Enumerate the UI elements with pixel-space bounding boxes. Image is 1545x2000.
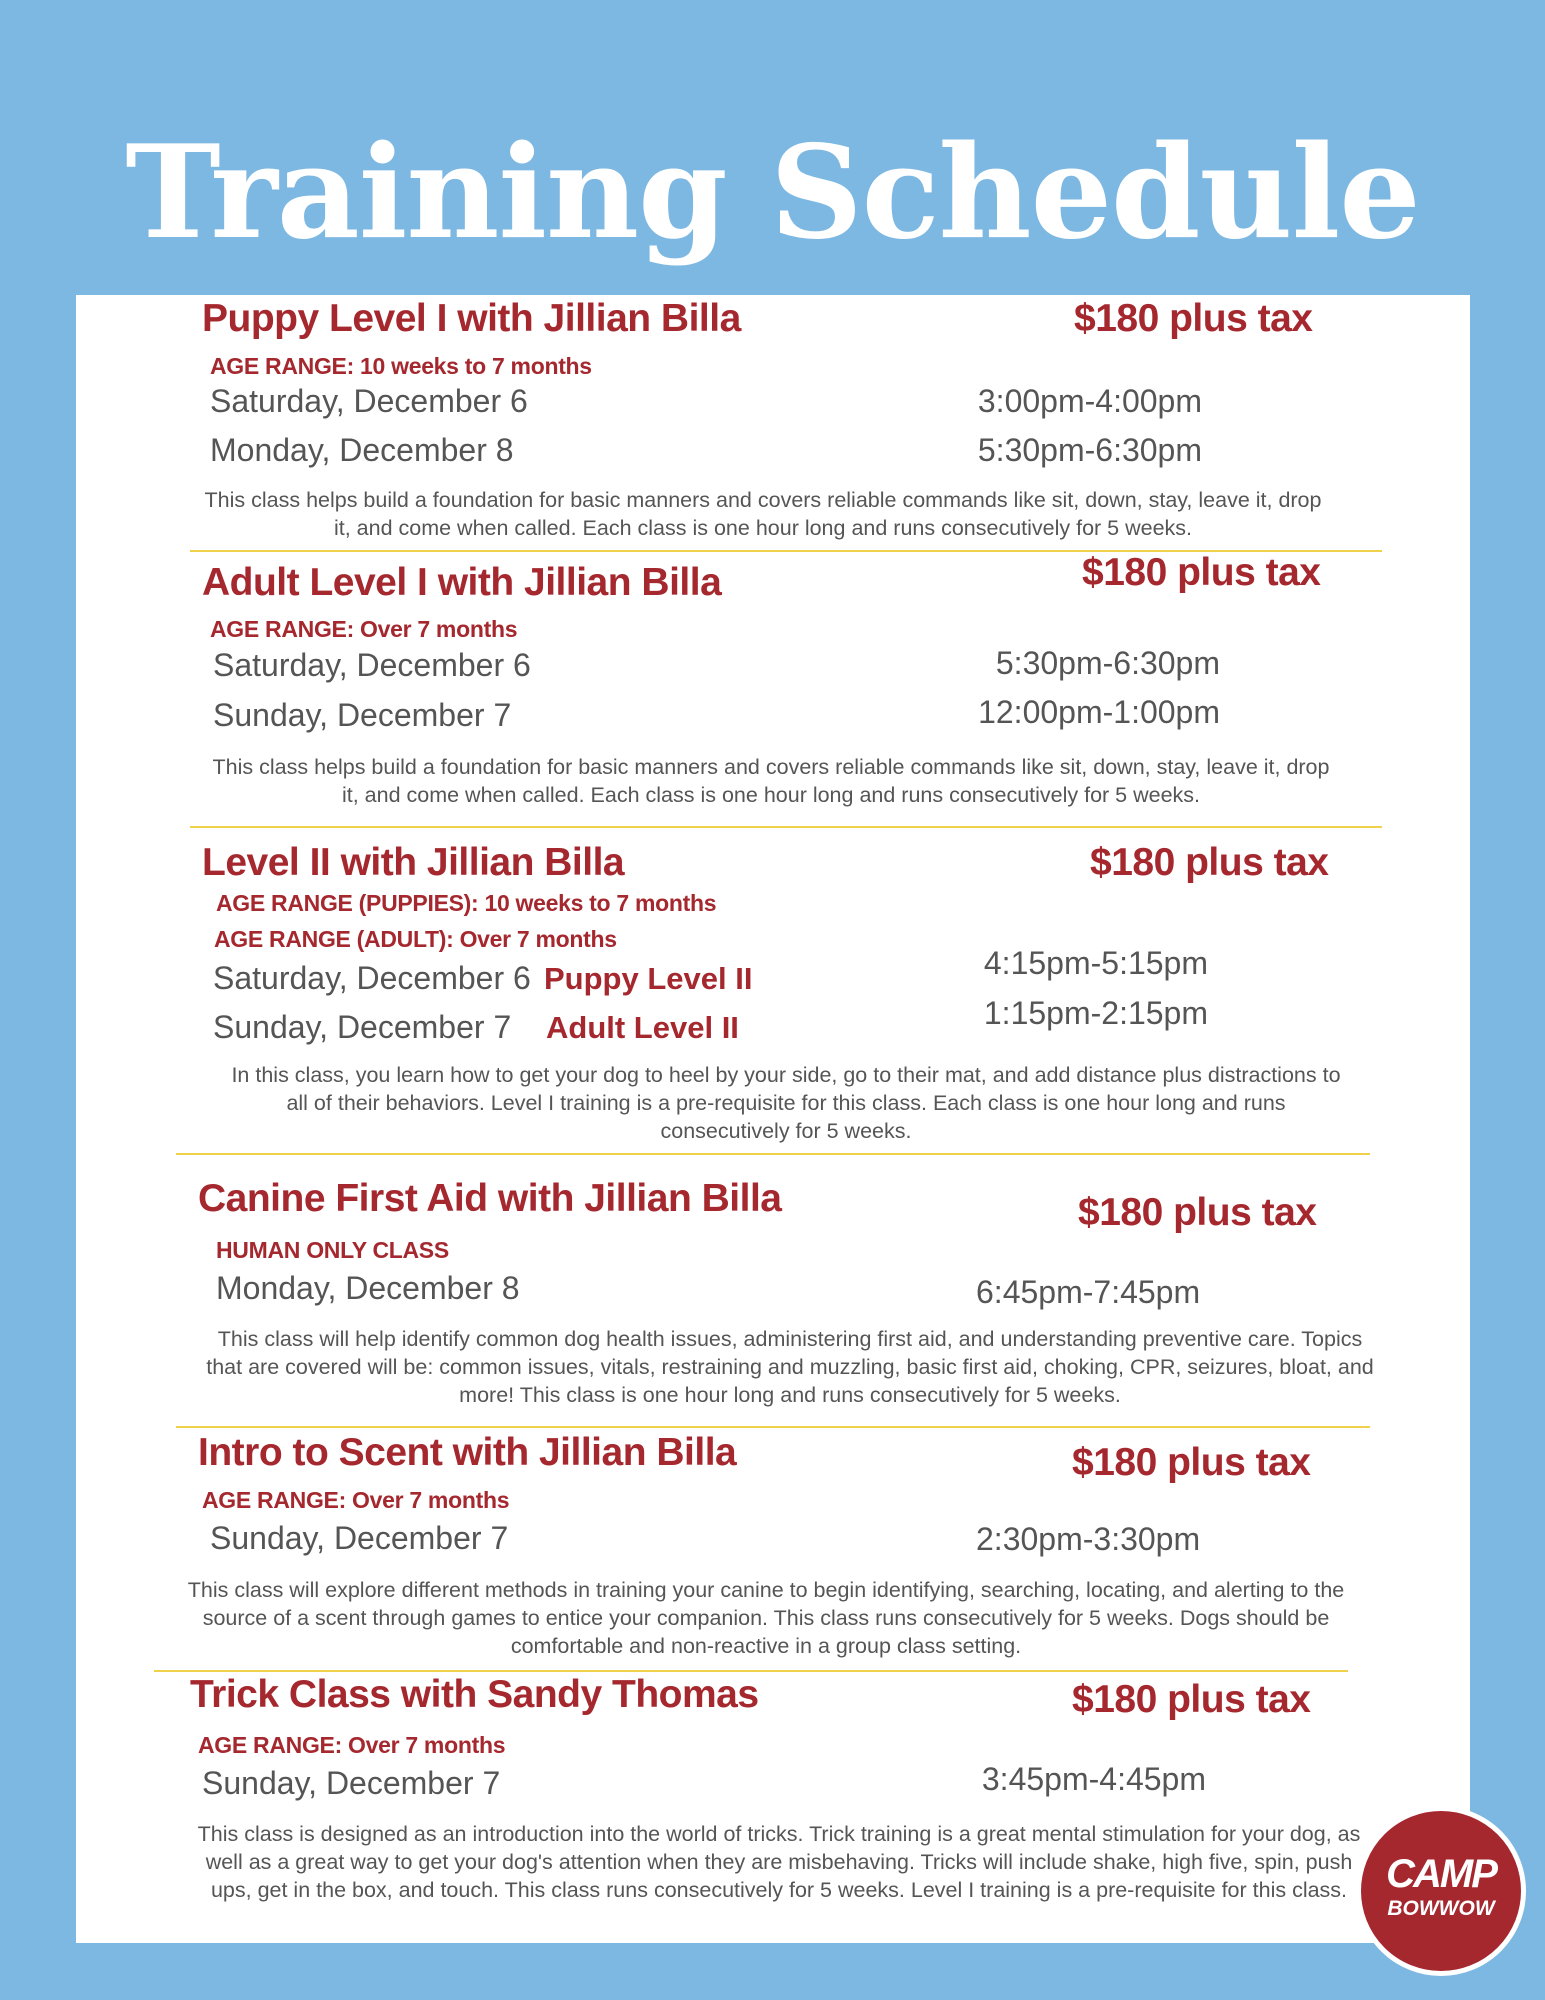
session-day: Sunday, December 7 bbox=[202, 1765, 501, 1801]
class-title: Adult Level I with Jillian Billa bbox=[202, 561, 722, 604]
class-description: This class helps build a foundation for basic manners and covers reliable commands like sit, down, stay, leave it, drop it, and come when called. Each class is one hour long and runs consecutively for 5 weeks. bbox=[204, 488, 1322, 540]
logo-text: BOWWOW bbox=[1387, 1897, 1495, 1920]
page-title: Training Schedule bbox=[125, 118, 1420, 268]
session-time: 3:45pm-4:45pm bbox=[981, 1761, 1206, 1797]
logo-text: CAMP bbox=[1386, 1852, 1496, 1896]
class-description: This class will explore different methods in training your canine to begin identifying, searching, locating, and alerting to the source of a scent through games to entice your companion. This class runs consecutively for 5 weeks. Dogs should be comfortable and non-reactive in a group class setting. bbox=[187, 1578, 1345, 1658]
class-title: Trick Class with Sandy Thomas bbox=[190, 1673, 759, 1716]
class-description: This class will help identify common dog health issues, administering first aid, and understanding preventive care. Topics that are covered will be: common issues, vitals, restraining and muzzling, basic first aid, choking, CPR, seizures, bloat, and more! This class is one hour long and runs consecutively for 5 weeks. bbox=[206, 1327, 1374, 1407]
session-day: Saturday, December 6 bbox=[213, 960, 531, 996]
class-description: This class is designed as an introduction into the world of tricks. Trick training is a great mental stimulation for your dog, as well as a great way to get your dog's attention when they are misbehaving. Tricks will include shake, high five, spin, push ups, get in the box, and touch. This class runs consecutively for 5 weeks. Level I training is a pre-requisite for this class. bbox=[197, 1822, 1361, 1902]
session-time: 3:00pm-4:00pm bbox=[977, 383, 1202, 419]
session-time: 4:15pm-5:15pm bbox=[983, 945, 1208, 981]
session-level: Adult Level II bbox=[546, 1010, 739, 1045]
class-title: Puppy Level I with Jillian Billa bbox=[202, 297, 741, 340]
session-day: Sunday, December 7 bbox=[213, 697, 512, 733]
class-price: $180 plus tax bbox=[1078, 1191, 1317, 1234]
session-day: Sunday, December 7 bbox=[210, 1520, 509, 1556]
session-time: 5:30pm-6:30pm bbox=[995, 645, 1220, 681]
age-range: AGE RANGE (PUPPIES): 10 weeks to 7 months bbox=[216, 890, 717, 916]
session-time: 12:00pm-1:00pm bbox=[978, 694, 1220, 730]
age-range: AGE RANGE: Over 7 months bbox=[198, 1732, 506, 1758]
age-range: HUMAN ONLY CLASS bbox=[216, 1237, 449, 1263]
class-title: Canine First Aid with Jillian Billa bbox=[198, 1177, 782, 1220]
session-time: 6:45pm-7:45pm bbox=[976, 1274, 1201, 1310]
section-divider bbox=[154, 1670, 1348, 1672]
schedule-card bbox=[76, 295, 1470, 1943]
section-divider bbox=[176, 1153, 1370, 1155]
section-divider bbox=[190, 826, 1382, 828]
session-day: Monday, December 8 bbox=[216, 1270, 520, 1306]
session-time: 5:30pm-6:30pm bbox=[977, 432, 1202, 468]
class-price: $180 plus tax bbox=[1072, 1441, 1311, 1484]
section-divider bbox=[176, 1426, 1370, 1428]
session-day: Saturday, December 6 bbox=[210, 383, 528, 419]
class-description: This class helps build a foundation for basic manners and covers reliable commands like sit, down, stay, leave it, drop it, and come when called. Each class is one hour long and runs consecutively for 5 weeks. bbox=[212, 755, 1330, 807]
age-range: AGE RANGE: Over 7 months bbox=[210, 616, 518, 642]
class-title: Level II with Jillian Billa bbox=[202, 841, 625, 884]
camp-bowwow-logo bbox=[1356, 1806, 1526, 1976]
class-title: Intro to Scent with Jillian Billa bbox=[198, 1431, 737, 1474]
class-price: $180 plus tax bbox=[1082, 551, 1321, 594]
class-description: In this class, you learn how to get your dog to heel by your side, go to their mat, and add distance plus distractions to all of their behaviors. Level I training is a pre-requisite for this class. Each class is one hour long and runs consecutively for 5 weeks. bbox=[231, 1063, 1341, 1143]
session-time: 2:30pm-3:30pm bbox=[976, 1521, 1201, 1557]
age-range: AGE RANGE: Over 7 months bbox=[202, 1487, 510, 1513]
class-price: $180 plus tax bbox=[1074, 297, 1313, 340]
age-range: AGE RANGE (ADULT): Over 7 months bbox=[214, 926, 617, 952]
session-time: 1:15pm-2:15pm bbox=[983, 995, 1208, 1031]
age-range: AGE RANGE: 10 weeks to 7 months bbox=[210, 353, 592, 379]
class-price: $180 plus tax bbox=[1090, 841, 1329, 884]
session-day: Sunday, December 7 bbox=[213, 1009, 512, 1045]
class-price: $180 plus tax bbox=[1072, 1678, 1311, 1721]
session-day: Saturday, December 6 bbox=[213, 647, 531, 683]
session-day: Monday, December 8 bbox=[210, 432, 514, 468]
session-level: Puppy Level II bbox=[544, 961, 753, 996]
